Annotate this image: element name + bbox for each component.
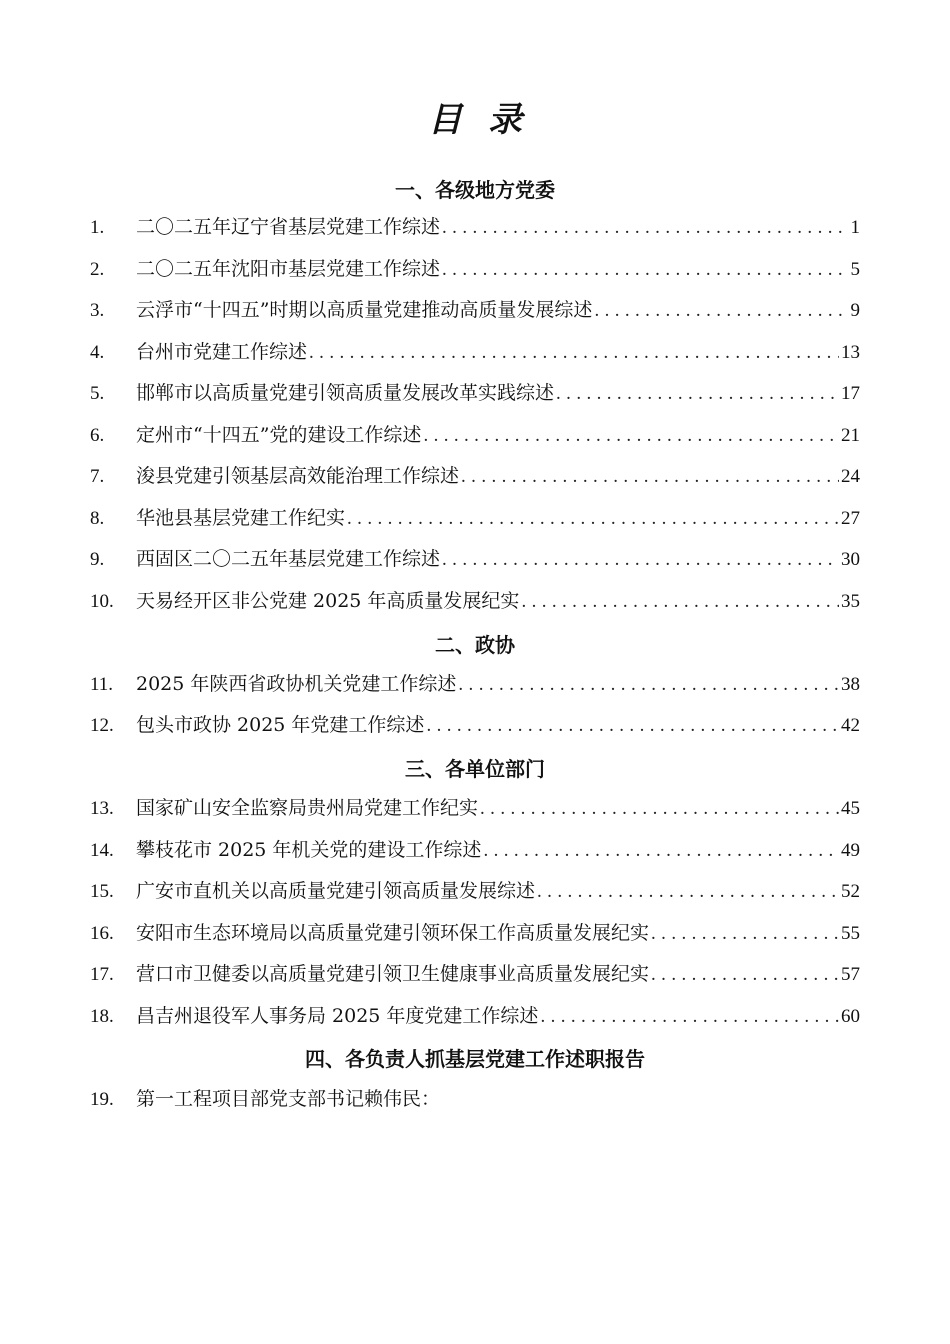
section-heading: 一、各级地方党委	[395, 178, 555, 202]
toc-entry-page: 38	[841, 674, 860, 695]
toc-entry-number: 4.	[90, 342, 105, 363]
toc-entry-number: 17.	[90, 964, 114, 985]
toc-entry-title: 国家矿山安全监察局贵州局党建工作纪实	[136, 797, 479, 819]
toc-entry-page: 42	[841, 715, 860, 736]
dot-leader	[458, 671, 839, 699]
toc-entry-title: 西固区二〇二五年基层党建工作综述	[136, 548, 441, 570]
toc-entry-page: 1	[850, 217, 860, 238]
section-heading: 四、各负责人抓基层党建工作述职报告	[305, 1047, 645, 1071]
dot-leader	[426, 712, 839, 740]
page-title: 目录	[428, 100, 548, 140]
toc-entry[interactable]	[90, 296, 860, 324]
toc-entry[interactable]	[90, 587, 860, 615]
toc-entry-page: 27	[841, 508, 860, 529]
dot-leader	[594, 297, 848, 325]
toc-entry-title: 包头市政协 2025 年党建工作综述	[136, 714, 425, 736]
toc-entry-page: 45	[841, 798, 860, 819]
dot-leader	[537, 878, 839, 906]
toc-entry[interactable]	[90, 421, 860, 449]
toc-entry-page: 9	[850, 300, 860, 321]
toc-entry[interactable]	[90, 545, 860, 573]
toc-entry-title: 二〇二五年沈阳市基层党建工作综述	[136, 258, 441, 280]
dot-leader	[442, 256, 848, 284]
toc-entry[interactable]	[90, 504, 860, 532]
toc-entry[interactable]	[90, 877, 860, 905]
toc-entry[interactable]	[90, 338, 860, 366]
toc-entry-page: 35	[841, 591, 860, 612]
toc-entry-number: 19.	[90, 1089, 114, 1110]
toc-entry-number: 9.	[90, 549, 105, 570]
dot-leader	[442, 546, 839, 574]
toc-entry-number: 11.	[90, 674, 114, 695]
toc-entry-title: 天易经开区非公党建 2025 年高质量发展纪实	[136, 590, 520, 612]
toc-entry-number: 2.	[90, 259, 105, 280]
toc-entry-title: 定州市“十四五”党的建设工作综述	[136, 424, 422, 446]
toc-entry[interactable]	[90, 670, 860, 698]
toc-entry-number: 1.	[90, 217, 105, 238]
toc-entry-page: 60	[841, 1006, 860, 1027]
toc-entry-number: 6.	[90, 425, 105, 446]
dot-leader	[556, 380, 839, 408]
toc-entry[interactable]	[90, 462, 860, 490]
toc-entry-page: 49	[841, 840, 860, 861]
toc-entry-number: 10.	[90, 591, 114, 612]
toc-entry-page: 13	[841, 342, 860, 363]
toc-entry-page: 30	[841, 549, 860, 570]
toc-entry-number: 8.	[90, 508, 105, 529]
toc-entry-number: 18.	[90, 1006, 114, 1027]
toc-entry-page: 21	[841, 425, 860, 446]
toc-entry-title: 台州市党建工作综述	[136, 341, 308, 363]
toc-entry-number: 14.	[90, 840, 114, 861]
dot-leader	[423, 422, 839, 450]
toc-entry-title: 华池县基层党建工作纪实	[136, 507, 346, 529]
toc-entry[interactable]	[90, 379, 860, 407]
toc-entry[interactable]	[90, 794, 860, 822]
toc-entry[interactable]	[90, 960, 860, 988]
toc-entry[interactable]	[90, 213, 860, 241]
toc-entry-title: 营口市卫健委以高质量党建引领卫生健康事业高质量发展纪实	[136, 963, 650, 985]
toc-entry-page: 55	[841, 923, 860, 944]
toc-entry-number: 12.	[90, 715, 114, 736]
toc-entry[interactable]	[90, 919, 860, 947]
dot-leader	[651, 920, 839, 948]
dot-leader	[442, 214, 848, 242]
toc-entry-title: 昌吉州退役军人事务局 2025 年度党建工作综述	[136, 1005, 539, 1027]
toc-entry-title: 浚县党建引领基层高效能治理工作综述	[136, 465, 460, 487]
toc-entry-title: 广安市直机关以高质量党建引领高质量发展综述	[136, 880, 536, 902]
toc-entry-number: 3.	[90, 300, 105, 321]
toc-entry-title: 云浮市“十四五”时期以高质量党建推动高质量发展综述	[136, 299, 593, 321]
toc-entry[interactable]	[90, 836, 860, 864]
toc-entry-title: 安阳市生态环境局以高质量党建引领环保工作高质量发展纪实	[136, 922, 650, 944]
toc-entry[interactable]	[90, 711, 860, 739]
dot-leader	[521, 588, 839, 616]
toc-entry-title: 攀枝花市 2025 年机关党的建设工作综述	[136, 839, 482, 861]
toc-entry-number: 15.	[90, 881, 114, 902]
dot-leader	[480, 795, 839, 823]
toc-entry-number: 16.	[90, 923, 114, 944]
section-heading: 三、各单位部门	[405, 757, 545, 781]
toc-entry[interactable]	[90, 1085, 860, 1113]
dot-leader	[347, 505, 839, 533]
dot-leader	[651, 961, 839, 989]
dot-leader	[461, 463, 839, 491]
toc-entry-number: 7.	[90, 466, 105, 487]
dot-leader	[309, 339, 839, 367]
toc-entry[interactable]	[90, 1002, 860, 1030]
toc-entry-title: 第一工程项目部党支部书记赖伟民：	[136, 1088, 441, 1110]
toc-entry-page: 5	[850, 259, 860, 280]
toc-entry-title: 邯郸市以高质量党建引领高质量发展改革实践综述	[136, 382, 555, 404]
dot-leader	[483, 837, 839, 865]
toc-entry-title: 2025 年陕西省政协机关党建工作综述	[136, 673, 457, 695]
toc-entry-title: 二〇二五年辽宁省基层党建工作综述	[136, 216, 441, 238]
section-heading: 二、政协	[435, 633, 515, 657]
toc-entry-number: 5.	[90, 383, 105, 404]
dot-leader	[540, 1003, 839, 1031]
toc-entry-page: 24	[841, 466, 860, 487]
toc-entry-page: 17	[841, 383, 860, 404]
toc-entry[interactable]	[90, 255, 860, 283]
toc-entry-number: 13.	[90, 798, 114, 819]
toc-entry-page: 52	[841, 881, 860, 902]
toc-entry-page: 57	[841, 964, 860, 985]
